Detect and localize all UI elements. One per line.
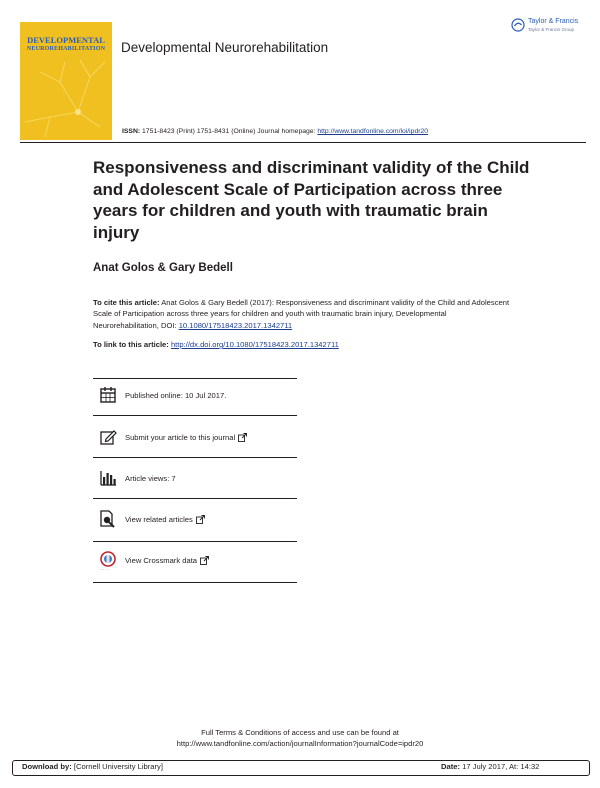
panel-divider xyxy=(93,457,297,458)
external-link-icon xyxy=(200,556,209,565)
edit-icon xyxy=(99,428,119,446)
related-articles-link[interactable]: View related articles xyxy=(125,514,193,524)
journal-homepage-link[interactable]: http://www.tandfonline.com/loi/ipdr20 xyxy=(317,128,429,135)
downloaded-by-value: [Cornell University Library] xyxy=(73,762,163,771)
journal-cover xyxy=(20,22,112,140)
panel-divider xyxy=(93,498,297,499)
svg-text:· · · · ·: · · · · · xyxy=(99,567,109,571)
download-date-value: 17 July 2017, At: 14:32 xyxy=(462,762,540,771)
crossmark-link[interactable]: View Crossmark data xyxy=(125,555,198,565)
article-views: Article views: 7 xyxy=(125,473,176,483)
article-link-line xyxy=(93,340,339,349)
doi-link[interactable]: 10.1080/17518423.2017.1342711 xyxy=(178,320,293,330)
cite-label: To cite this article: xyxy=(93,298,160,307)
cover-title-line2: NEUROREHABILITATION xyxy=(26,46,106,52)
cite-text: Anat Golos & Gary Bedell (2017): Responsiveness and discriminant validity of the Child and Adolescent Scale of Participation across three years for children and youth with traumatic brain injury, Developmental Neurorehabilitation, DOI: xyxy=(93,298,510,330)
link-label: To link to this article: xyxy=(93,340,169,349)
downloaded-by xyxy=(22,762,163,771)
publisher-logo[interactable] xyxy=(511,18,583,36)
article-doi-url[interactable]: http://dx.doi.org/10.1080/17518423.2017.1342711 xyxy=(170,340,339,349)
related-articles-row[interactable] xyxy=(99,510,205,528)
terms-url[interactable]: http://www.tandfonline.com/action/journalInformation?journalCode=ipdr20 xyxy=(176,739,424,748)
crossmark-icon xyxy=(99,551,119,569)
downloaded-by-label: Download by: xyxy=(22,762,72,771)
issn-text: 1751-8423 (Print) 1751-8431 (Online) Journal homepage: xyxy=(142,128,316,135)
issn-line xyxy=(122,128,428,135)
panel-divider xyxy=(93,378,297,379)
article-views-row xyxy=(99,469,176,487)
calendar-icon xyxy=(99,386,119,404)
panel-divider xyxy=(93,415,297,416)
published-date: Published online: 10 Jul 2017. xyxy=(125,390,227,400)
download-info-bar xyxy=(12,760,590,776)
submit-article-link[interactable]: Submit your article to this journal xyxy=(125,432,236,442)
terms-footer xyxy=(100,727,500,749)
submit-article-row[interactable] xyxy=(99,428,247,446)
article-authors: Anat Golos & Gary Bedell xyxy=(93,262,233,274)
panel-divider xyxy=(93,582,297,583)
bar-chart-icon xyxy=(99,469,119,487)
search-document-icon xyxy=(99,510,119,528)
header-divider xyxy=(20,142,586,143)
journal-name: Developmental Neurorehabilitation xyxy=(121,40,329,55)
citation-block xyxy=(93,297,513,331)
publisher-subname: Taylor & Francis Group xyxy=(528,27,575,32)
crossmark-row[interactable] xyxy=(99,551,209,569)
download-date xyxy=(441,762,539,771)
publisher-logo-icon xyxy=(511,18,525,32)
download-date-label: Date: xyxy=(441,762,460,771)
external-link-icon xyxy=(196,515,205,524)
cover-title-line1: DEVELOPMENTAL xyxy=(27,35,105,45)
published-row xyxy=(99,386,226,404)
external-link-icon xyxy=(238,433,247,442)
terms-line1: Full Terms & Conditions of access and use can be found at xyxy=(201,728,399,737)
article-title: Responsiveness and discriminant validity of the Child and Adolescent Scale of Participation across three years for children and youth with traumatic brain injury xyxy=(93,158,530,242)
issn-label: ISSN: xyxy=(122,128,141,135)
publisher-name: Taylor & Francis xyxy=(528,18,579,25)
panel-divider xyxy=(93,541,297,542)
